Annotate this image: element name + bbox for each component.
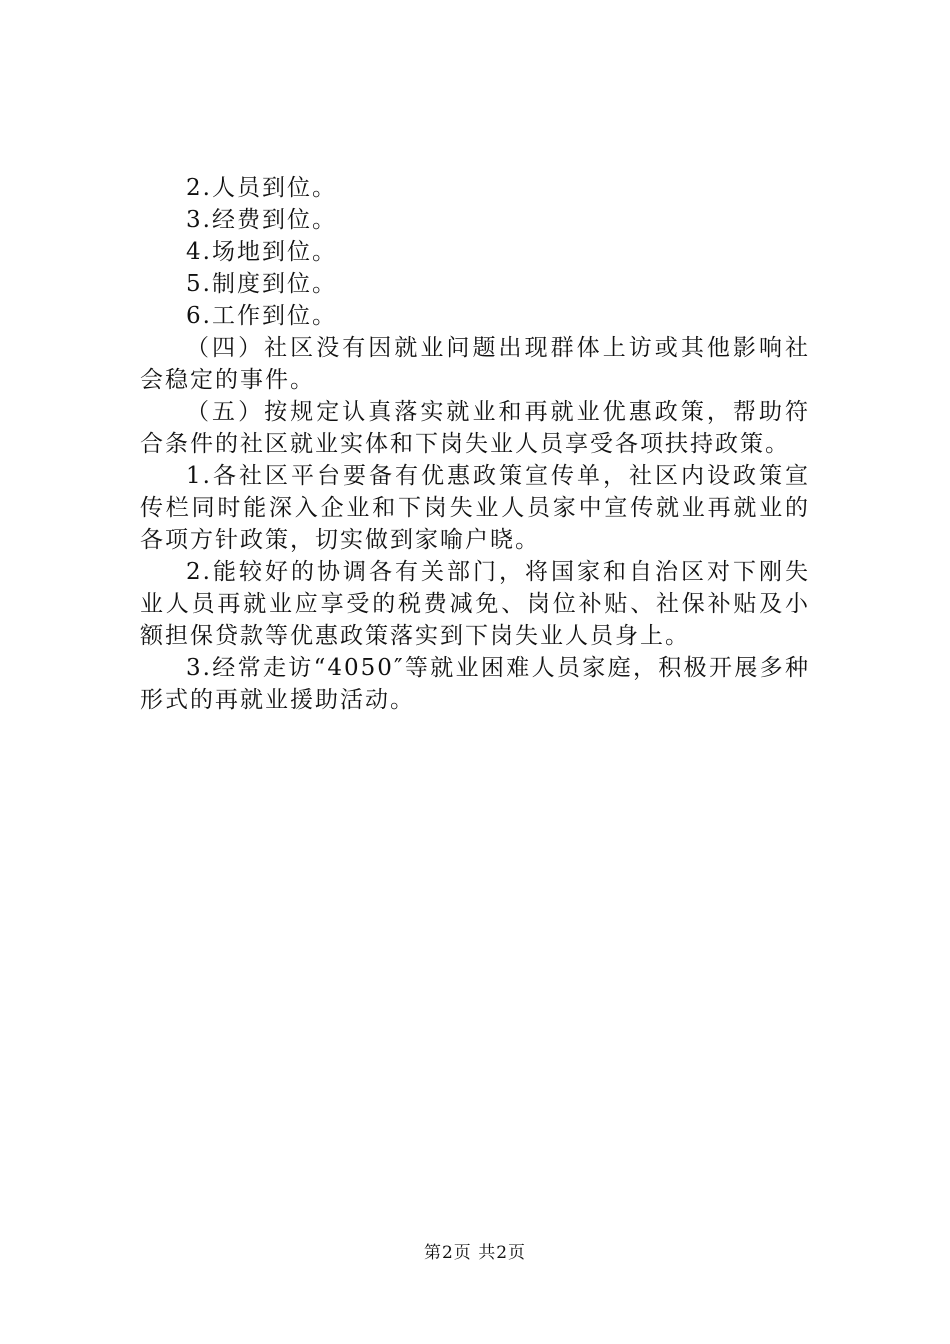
section-four-paragraph: （四）社区没有因就业问题出现群体上访或其他影响社会稳定的事件。 (140, 335, 810, 393)
policy-item-2: 2.能较好的协调各有关部门，将国家和自治区对下刚失业人员再就业应享受的税费减免、岗位补贴、社保补贴及小额担保贷款等优惠政策落实到下岗失业人员身上。 (140, 559, 810, 649)
list-item-funding: 3.经费到位。 (186, 207, 337, 233)
page-number-footer: 第2页 共2页 (423, 1243, 527, 1263)
list-item-system: 5.制度到位。 (186, 271, 337, 297)
section-five-paragraph: （五）按规定认真落实就业和再就业优惠政策，帮助符合条件的社区就业实体和下岗失业人员享受各项扶持政策。 (140, 399, 810, 457)
list-item-work: 6.工作到位。 (186, 303, 337, 329)
policy-item-3: 3.经常走访“4050″等就业困难人员家庭，积极开展多种形式的再就业援助活动。 (140, 655, 810, 713)
list-item-venue: 4.场地到位。 (186, 239, 337, 265)
document-body (140, 172, 810, 716)
list-item-personnel: 2.人员到位。 (186, 175, 337, 201)
policy-item-1: 1.各社区平台要备有优惠政策宣传单，社区内设政策宣传栏同时能深入企业和下岗失业人员家中宣传就业再就业的各项方针政策，切实做到家喻户晓。 (140, 463, 810, 553)
